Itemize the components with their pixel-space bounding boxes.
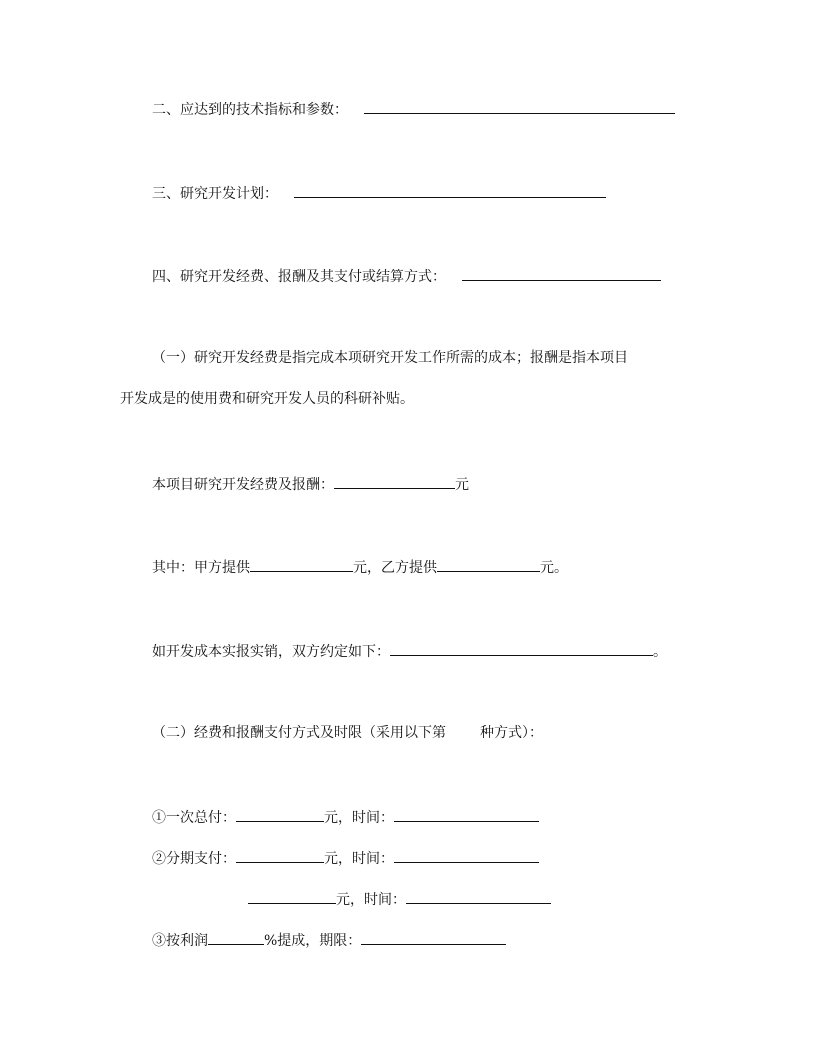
- lump-sum-amount-blank[interactable]: [236, 806, 324, 822]
- funding-definition-line1: [152, 348, 628, 368]
- clause-label: 二、应达到的技术指标和参数：: [152, 102, 348, 118]
- field-label: ②分期支付：: [152, 851, 236, 867]
- installment-time-blank[interactable]: [394, 847, 539, 863]
- field-label: 如开发成本实报实销，双方约定如下：: [152, 644, 390, 660]
- installment-amount-blank[interactable]: [236, 847, 324, 863]
- field-label: 本项目研究开发经费及报酬：: [152, 477, 334, 493]
- total-funding-line: [152, 473, 469, 495]
- field-label: 种方式）：: [480, 725, 543, 741]
- rd-plan-blank[interactable]: [294, 182, 606, 198]
- funding-method-blank[interactable]: [462, 265, 661, 281]
- installment-amount-blank[interactable]: [248, 888, 336, 904]
- clause-label: 三、研究开发计划：: [152, 186, 278, 202]
- clause-rd-plan: [152, 182, 606, 204]
- field-label: 其中：甲方提供: [152, 560, 250, 576]
- field-label: %提成，期限：: [264, 933, 362, 949]
- lump-sum-line: [152, 806, 539, 828]
- installment-line1: [152, 847, 539, 869]
- field-label: 元，时间：: [324, 851, 394, 867]
- field-label: 元，时间：: [324, 810, 394, 826]
- field-label: ③按利润: [152, 933, 208, 949]
- actual-cost-line: [152, 640, 667, 662]
- party-b-amount-blank[interactable]: [437, 556, 540, 572]
- field-label: 元，乙方提供: [353, 560, 437, 576]
- profit-percent-blank[interactable]: [208, 929, 264, 945]
- field-label: 元，时间：: [336, 892, 406, 908]
- field-label: ①一次总付：: [152, 810, 236, 826]
- profit-period-blank[interactable]: [361, 929, 506, 945]
- actual-cost-agreement-blank[interactable]: [390, 640, 653, 656]
- total-funding-blank[interactable]: [334, 473, 455, 489]
- technical-indicators-blank[interactable]: [364, 98, 675, 114]
- clause-technical-indicators: [152, 98, 675, 120]
- paragraph-text: （一）研究开发经费是指完成本项研究开发工作所需的成本；报酬是指本项目: [152, 350, 628, 366]
- lump-sum-time-blank[interactable]: [394, 806, 539, 822]
- unit-label: 元: [455, 477, 469, 493]
- installment-line2: [248, 888, 551, 910]
- party-a-amount-blank[interactable]: [250, 556, 353, 572]
- clause-label: 四、研究开发经费、报酬及其支付或结算方式：: [152, 269, 446, 285]
- field-label: 元。: [540, 560, 568, 576]
- profit-share-line: [152, 929, 506, 951]
- installment-time-blank[interactable]: [406, 888, 551, 904]
- paragraph-text: 开发成是的使用费和研究开发人员的科研补贴。: [120, 391, 414, 407]
- funding-definition-line2: [120, 389, 414, 409]
- field-label: （二）经费和报酬支付方式及时限（采用以下第: [152, 725, 446, 741]
- clause-funding: [152, 265, 661, 287]
- funding-split-line: [152, 556, 568, 578]
- period-mark: 。: [653, 644, 667, 660]
- payment-method-line: [152, 723, 543, 743]
